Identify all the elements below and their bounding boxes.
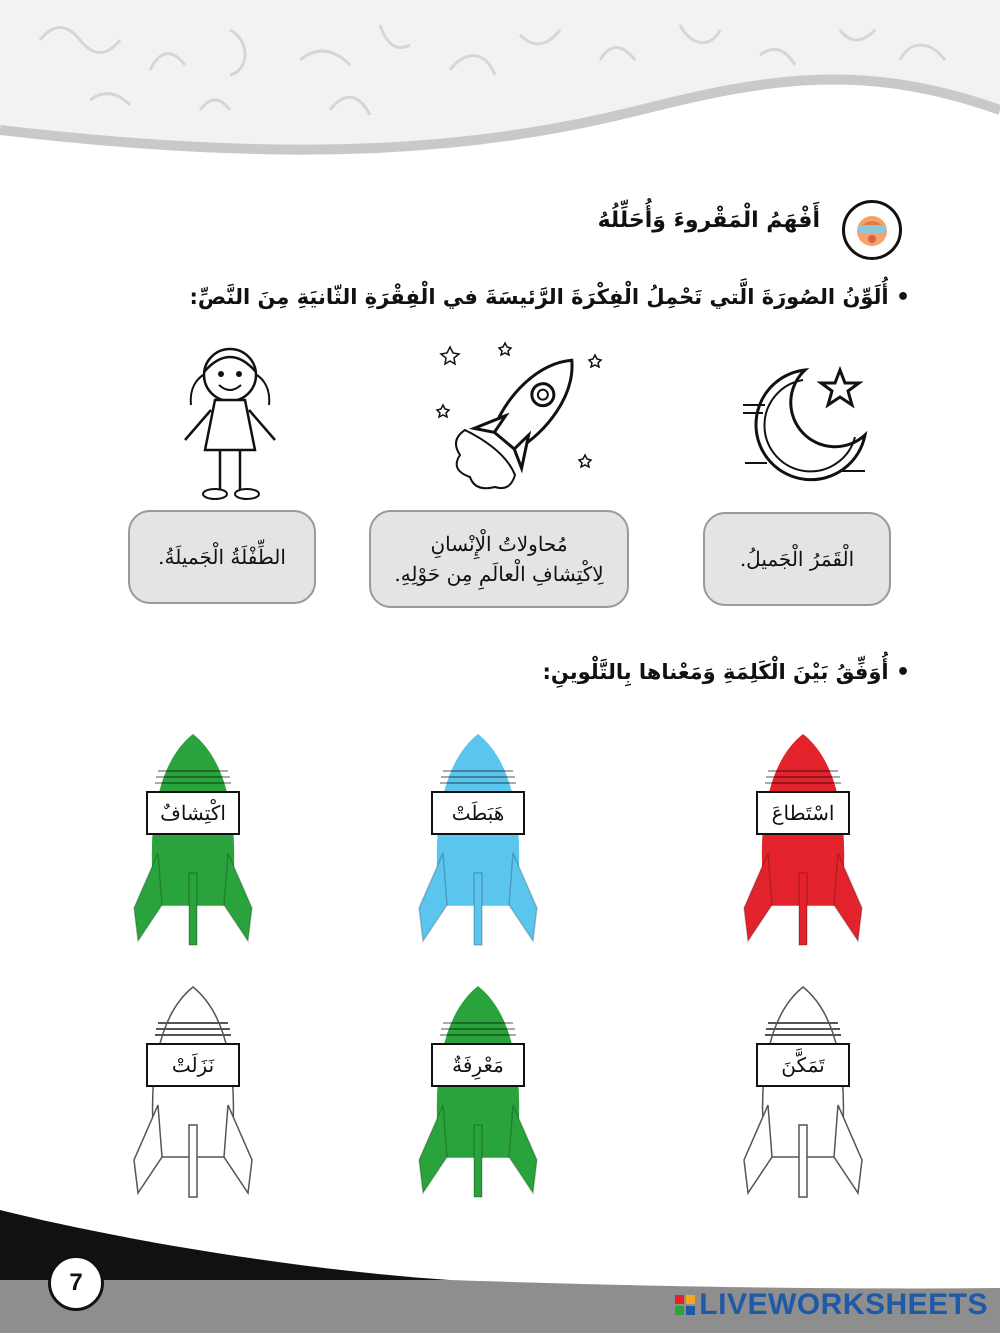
rocket-word[interactable] — [738, 733, 868, 948]
rocket-white-icon — [738, 985, 868, 1200]
bullet: • — [895, 660, 910, 685]
brand[interactable] — [675, 1288, 988, 1322]
rocket-blue-icon — [413, 733, 543, 948]
caption-rocket[interactable] — [369, 510, 629, 608]
rocket-word[interactable] — [738, 985, 868, 1200]
section-title: أَفْهَمُ الْمَقْروءَ وَأُحَلِّلُهُ — [597, 208, 820, 233]
bullet: • — [895, 285, 910, 310]
rocket-launch-icon[interactable] — [435, 335, 615, 500]
rocket-word[interactable] — [413, 733, 543, 948]
caption-moon[interactable] — [703, 512, 891, 606]
brand-name: LIVEWORKSHEETS — [699, 1288, 988, 1321]
rocket-word-label: نَزَلَتْ — [146, 1043, 240, 1087]
header-decoration — [0, 0, 1000, 170]
task1-instruction-row — [189, 285, 910, 310]
caption-rocket-line2: لِاكْتِشافِ الْعالَمِ مِن حَوْلِهِ. — [394, 562, 604, 586]
rocket-word[interactable] — [128, 733, 258, 948]
task2-instruction-row — [542, 660, 910, 685]
caption-rocket-line1: مُحاولاتُ الْإِنْسانِ — [430, 532, 568, 556]
task2-instruction: أُوَفِّقُ بَيْنَ الْكَلِمَةِ وَمَعْناها بِالتَّلْوينِ: — [542, 660, 889, 684]
rocket-word[interactable] — [128, 985, 258, 1200]
rocket-white-icon — [128, 985, 258, 1200]
rocket-green-icon — [413, 985, 543, 1200]
crescent-moon-star-icon[interactable] — [735, 355, 875, 490]
caption-girl-text: الطِّفْلَةُ الْجَميلَةُ. — [158, 545, 286, 569]
reading-brain-icon — [842, 200, 902, 260]
rocket-word-label: تَمَكَّنَ — [756, 1043, 850, 1087]
page-number: 7 — [48, 1255, 104, 1311]
caption-moon-text: الْقَمَرُ الْجَميلُ. — [739, 547, 855, 571]
rocket-word-label: مَعْرِفَةٌ — [431, 1043, 525, 1087]
task1-instruction: أُلَوِّنُ الصُورَةَ الَّتي تَحْمِلُ الْفِكْرَةَ الرَّئيسَةَ في الْفِقْرَةِ الثّانيَةِ مِنَ النَّصِّ: — [189, 285, 889, 309]
rocket-word-label: اسْتَطاعَ — [756, 791, 850, 835]
rocket-word-label: اكْتِشافٌ — [146, 791, 240, 835]
rocket-green-icon — [128, 733, 258, 948]
rocket-word[interactable] — [413, 985, 543, 1200]
smiling-girl-icon[interactable] — [175, 340, 285, 505]
caption-girl[interactable] — [128, 510, 316, 604]
liveworksheets-logo-icon — [675, 1295, 695, 1315]
rocket-word-label: هَبَطَتْ — [431, 791, 525, 835]
rocket-red-icon — [738, 733, 868, 948]
